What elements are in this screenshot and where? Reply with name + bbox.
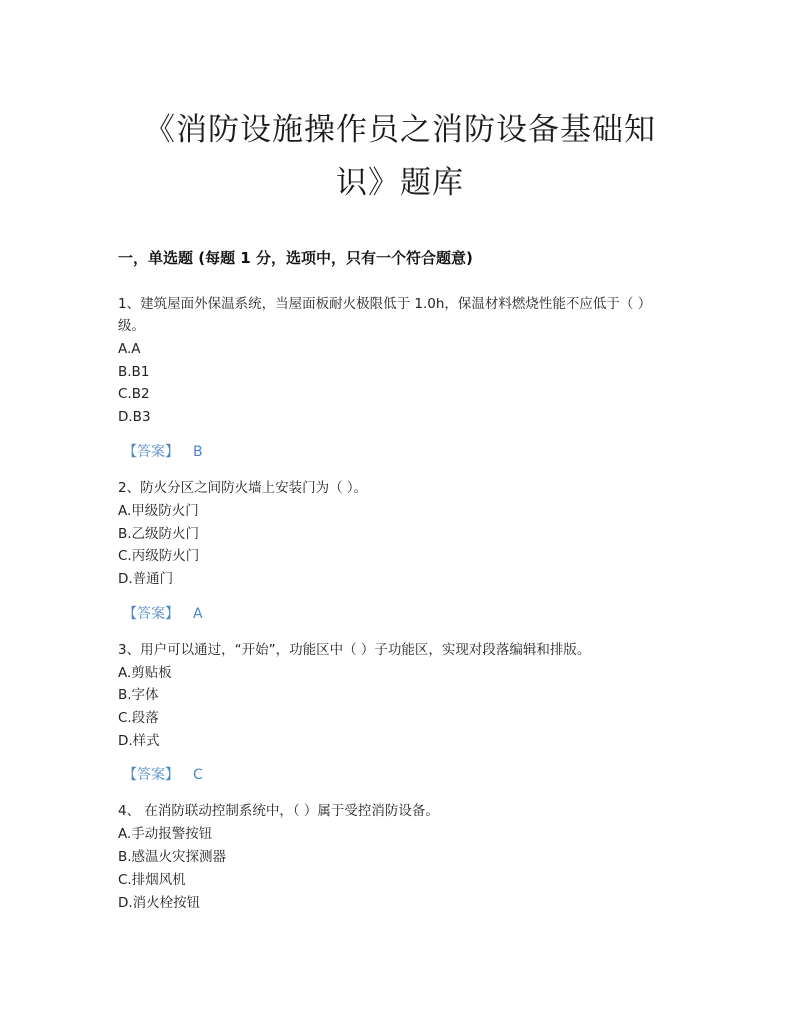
option-c: C.排烟风机 <box>118 871 186 888</box>
answer-line <box>123 603 678 625</box>
option-c: C.B2 <box>118 386 150 403</box>
question-stem: 3、用户可以通过，“开始”，功能区中（ ）子功能区，实现对段落编辑和排版。 <box>118 641 591 658</box>
title-line-2: 识》题库 <box>336 165 464 201</box>
answer-value: C <box>193 767 203 784</box>
option-d: D.样式 <box>118 732 160 749</box>
answer-line <box>123 764 678 786</box>
option-a: A.A <box>118 341 141 357</box>
option-d: D.B3 <box>118 409 151 426</box>
answer-line <box>123 441 678 463</box>
answer-value: B <box>193 443 203 460</box>
option-d: D.普通门 <box>118 570 174 587</box>
question-2 <box>118 477 678 625</box>
option-a: A.手动报警按钮 <box>118 826 213 843</box>
question-stem: 1、建筑屋面外保温系统，当屋面板耐火极限低于 1.0h，保温材料燃烧性能不应低于（ ）级。 <box>118 296 652 334</box>
option-a: A.甲级防火门 <box>118 502 199 519</box>
question-list <box>118 293 678 914</box>
option-d: D.消火栓按钮 <box>118 894 201 911</box>
option-a: A.剪贴板 <box>118 664 172 681</box>
question-4 <box>118 800 678 914</box>
section-heading: 一，单选题 (每题 1 分，选项中，只有一个符合题意) <box>118 249 473 267</box>
question-stem: 2、防火分区之间防火墙上安装门为（ ）。 <box>118 479 368 496</box>
title-line-1: 《消防设施操作员之消防设备基础知 <box>144 112 656 148</box>
option-b: B.感温火灾探测器 <box>118 849 227 866</box>
answer-label: 【答案】 <box>123 605 179 622</box>
document-title <box>100 104 700 210</box>
option-c: C.丙级防火门 <box>118 548 200 565</box>
answer-label: 【答案】 <box>123 443 179 460</box>
question-1 <box>118 293 678 463</box>
option-b: B.字体 <box>118 687 159 704</box>
answer-label: 【答案】 <box>123 767 179 784</box>
question-stem: 4、 在消防联动控制系统中，（ ）属于受控消防设备。 <box>118 803 439 820</box>
option-b: B.B1 <box>118 363 150 380</box>
answer-value: A <box>193 605 203 622</box>
option-b: B.乙级防火门 <box>118 525 200 542</box>
question-3 <box>118 639 678 787</box>
option-c: C.段落 <box>118 710 159 727</box>
